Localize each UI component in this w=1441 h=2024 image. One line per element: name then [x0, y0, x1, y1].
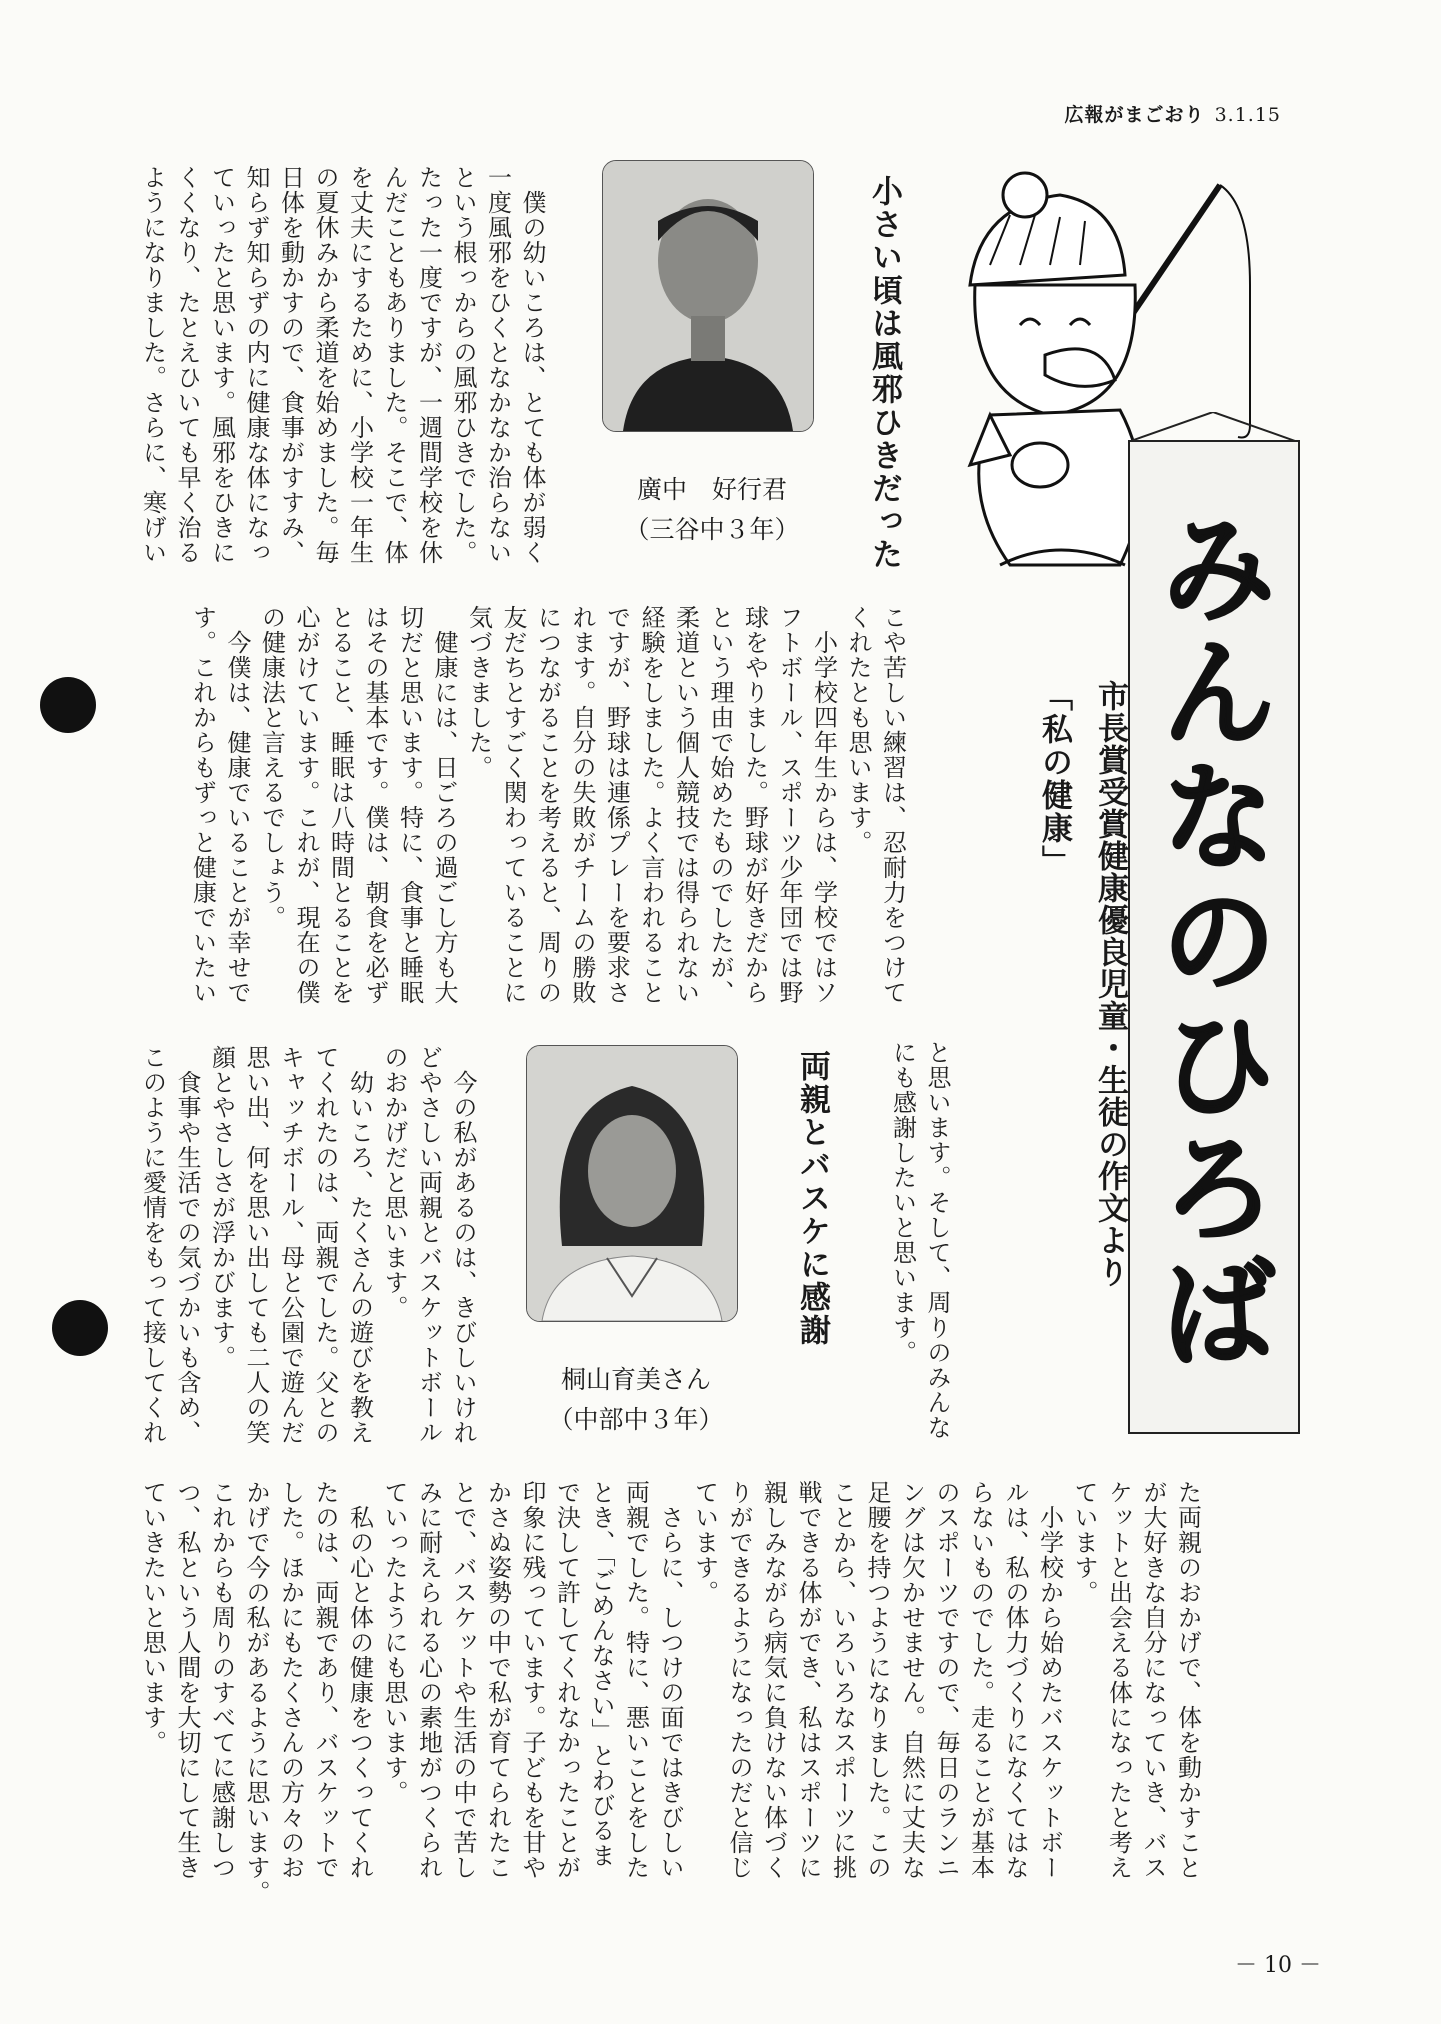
- publication-name: 広報がまごおり: [1064, 104, 1205, 126]
- article2-author-name: 桐山育美さん: [560, 1365, 711, 1394]
- article1-title: 小さい頃は風邪ひきだった: [866, 175, 902, 571]
- article1-body-top: 僕の幼いころは、とても体が弱く 一度風邪をひくとなかなか治らない という根っからの風邪ひきでした。 たった一度ですが、一週間学校を休 んだこともありました。そこで、体 を丈夫にするために、小学校一年生 の夏休みから柔道を始めました。毎 日体を動かすので、食事がすすみ、 知らず知らずの内に健康な体になっ ていったと思います。風邪をひきに くくなり、たとえひいても早く治る ようになりました。さらに、寒げい: [138, 165, 546, 565]
- article1-body-middle: こや苦しい練習は、忍耐力をつけて くれたとも思います。 小学校四年生からは、学校ではソ フトボール、スポーツ少年団では野 球をやりました。野球が好きだから という理由で始めたものでしたが、 柔道という個人競技では得られない 経験をしました。よく言われること ですが、野球は連係プレーを要求さ れます。自分の失敗がチームの勝敗 につながることを考えると、周りの 友だちとすごく関わっていることに 気づきました。 健康には、日ごろの過ごし方も大 切だと思います。特に、食事と睡眠 はその基本です。僕は、朝食を必ず とること、睡眠は八時間とることを 心がけています。これが、現在の僕 の健康法と言えるでしょう。 今僕は、健康でいることが幸せで す。これからもずっと健康でいたい: [188, 605, 907, 1005]
- column-subtitle-line2: 市長賞受賞健康優良児童・生徒の作文より: [1092, 680, 1128, 1288]
- binder-hole-top: [40, 677, 96, 733]
- column-banner: [1128, 440, 1300, 1434]
- article1-author-school: （三谷中３年）: [624, 515, 800, 544]
- article1-body-end: と思います。そして、周りのみんな にも感謝したいと思います。: [888, 1040, 951, 1440]
- column-title: みんなのひろば: [1140, 507, 1278, 1375]
- binder-hole-bottom: [52, 1300, 108, 1356]
- publication-date: 3.1.15: [1214, 104, 1281, 126]
- page-number: － 10 －: [1235, 1953, 1321, 1978]
- article2-author-school: （中部中３年）: [548, 1405, 724, 1434]
- banner-hanger: [1128, 412, 1298, 442]
- article2-body-top: 今の私があるのは、きびしいけれ どやさしい両親とバスケットボール のおかげだと思います。 幼いころ、たくさんの遊びを教え てくれたのは、両親でした。父との キャッチボール、母と公園で遊んだ 思い出、何を思い出しても二人の笑 顔とやさしさが浮かびます。 食事や生活での気づかいも含め、 このように愛情をもって接してくれ: [138, 1045, 477, 1445]
- article2-body-bottom: た両親のおかげで、体を動かすこと が大好きな自分になっていき、バス ケットと出会える体になったと考え ています。 小学校から始めたバスケットボー ルは、私の体力づくりになくてはな らないものでした。走ることが基本 のスポーツですので、毎日のランニ ングは欠かせません。自然に丈夫な 足腰を持つようになりました。この ことから、いろいろなスポーツに挑 戦できる体ができ、私はスポーツに 親しみながら病気に負けない体づく りができるようになったのだと信じ ています。 さらに、しつけの面ではきびしい 両親でした。特に、悪いことをした とき、「ごめんなさい」とわびるま で決して許してくれなかったことが 印象に残っています。子どもを甘や かさぬ姿勢の中で私が育てられたこ とで、バスケットや生活の中で苦し みに耐えられる心の素地がつくられ ていったようにも思います。 私の心と体の健康をつくってくれ たのは、両親であり、バスケットで した。ほかにもたくさんの方々のお かげで今の私があるように思います。 これからも周りのすべてに感謝しつ つ、私という人間を大切にして生き ていきたいと思います。: [138, 1480, 1202, 1905]
- column-subtitle-line1: 「私の健康」: [1036, 680, 1072, 878]
- article1-author-name: 廣中 好行君: [636, 475, 787, 504]
- article1-photo: [602, 160, 814, 432]
- article2-photo: [526, 1045, 738, 1322]
- girl-portrait-icon: [527, 1046, 737, 1321]
- article2-title: 両親とバスケに感謝: [794, 1050, 830, 1347]
- publication-header: [1065, 100, 1281, 127]
- boy-portrait-icon: [603, 161, 813, 431]
